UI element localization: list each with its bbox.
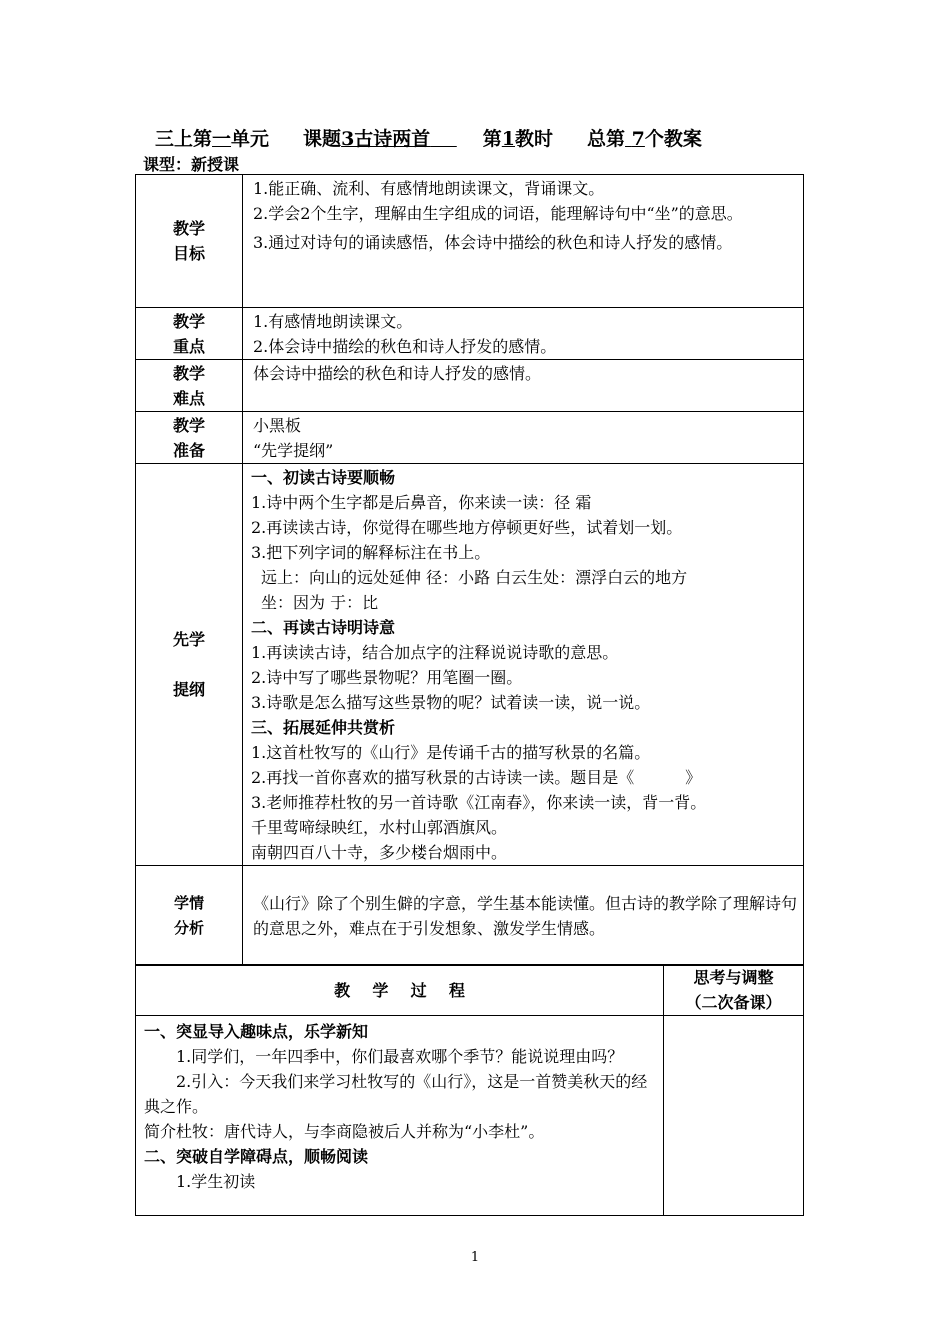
topic-value: 3古诗两首	[341, 128, 431, 150]
goals-row	[136, 175, 804, 308]
page-number: 1	[470, 1250, 480, 1265]
process-paragraph: 1.学生初读	[176, 1172, 256, 1191]
process-paragraph: 2.引入：今天我们来学习杜牧写的《山行》，这是一首赞美秋天的经典之作。	[144, 1072, 648, 1116]
outline-item: 3.诗歌是怎么描写这些景物的呢？试着读一读，说一说。	[251, 693, 651, 712]
key-point-item: 1.有感情地朗读课文。	[253, 312, 413, 331]
adjust-content	[664, 1016, 804, 1216]
period-number: 1	[501, 128, 516, 150]
outline-label: 先学 提纲	[136, 464, 243, 866]
preparation-label: 教学 准备	[136, 412, 243, 464]
outline-heading: 二、再读古诗明诗意	[251, 618, 396, 637]
difficulty-item: 体会诗中描绘的秋色和诗人抒发的感情。	[253, 364, 542, 383]
process-content	[136, 1016, 664, 1216]
outline-item: 千里莺啼绿映红，水村山郭酒旗风。	[251, 818, 508, 837]
process-body-row	[136, 1016, 804, 1216]
outline-item: 南朝四百八十寺，多少楼台烟雨中。	[251, 843, 508, 862]
analysis-content	[243, 866, 804, 966]
lesson-plan-table	[135, 174, 804, 966]
lesson-type: 课型：新授课	[143, 155, 240, 174]
total-suffix: 个教案	[644, 128, 702, 150]
key-points-row	[136, 308, 804, 360]
outline-item: 坐：因为 于：比	[261, 593, 379, 612]
outline-row	[136, 464, 804, 866]
process-heading: 一、突显导入趣味点，乐学新知	[144, 1022, 369, 1041]
preparation-content	[243, 412, 804, 464]
process-paragraph: 简介杜牧：唐代诗人，与李商隐被后人并称为“小李杜”。	[144, 1122, 545, 1141]
goals-label: 教学 目标	[136, 175, 243, 308]
goals-content	[243, 175, 804, 308]
preparation-row	[136, 412, 804, 464]
adjust-subtitle: （二次备课）	[685, 993, 782, 1012]
unit-prefix: 三上第	[155, 128, 213, 150]
analysis-text: 《山行》除了个别生僻的字意，学生基本能读懂。但古诗的教学除了理解诗句的意思之外，难点在于引发想象、激发学生情感。	[253, 894, 798, 938]
topic-label: 课题	[303, 128, 342, 150]
teaching-process-table	[135, 964, 804, 1216]
process-title-cell	[136, 965, 664, 1016]
period-suffix: 教时	[515, 128, 554, 150]
lesson-header	[155, 124, 702, 151]
adjust-title: 思考与调整	[693, 968, 774, 987]
outline-item: 3.把下列字词的解释标注在书上。	[251, 543, 491, 562]
period-prefix: 第	[482, 128, 502, 150]
analysis-label: 学情 分析	[136, 866, 243, 966]
outline-heading: 三、拓展延伸共赏析	[251, 718, 396, 737]
total-number: 7	[631, 128, 645, 150]
outline-item: 1.诗中两个生字都是后鼻音，你来读一读：径 霜	[251, 493, 592, 512]
outline-item: 远上：向山的远处延伸 径：小路 白云生处：漂浮白云的地方	[261, 568, 688, 587]
key-points-label: 教学 重点	[136, 308, 243, 360]
difficulties-label: 教学 难点	[136, 360, 243, 412]
key-point-item: 2.体会诗中描绘的秋色和诗人抒发的感情。	[253, 337, 557, 356]
preparation-item: “先学提纲”	[253, 441, 334, 460]
preparation-item: 小黑板	[253, 416, 302, 435]
outline-item: 1.再读读古诗，结合加点字的注释说说诗歌的意思。	[251, 643, 619, 662]
outline-heading: 一、初读古诗要顺畅	[251, 468, 396, 487]
outline-item: 2.再读读古诗，你觉得在哪些地方停顿更好些，试着划一划。	[251, 518, 683, 537]
outline-content	[243, 464, 804, 866]
outline-item: 2.再找一首你喜欢的描写秋景的古诗读一读。题目是《 》	[251, 768, 702, 787]
total-prefix: 总第	[587, 128, 626, 150]
goal-item: 2.学会2个生字，理解由生字组成的词语，能理解诗句中“坐”的意思。	[253, 204, 743, 223]
goal-item: 1.能正确、流利、有感情地朗读课文，背诵课文。	[253, 179, 605, 198]
unit-number: 一	[212, 128, 232, 150]
difficulties-row	[136, 360, 804, 412]
outline-item: 1.这首杜牧写的《山行》是传诵千古的描写秋景的名篇。	[251, 743, 651, 762]
process-header-row	[136, 965, 804, 1016]
process-title: 教 学 过 程	[334, 980, 465, 1000]
unit-suffix: 单元	[231, 128, 270, 150]
key-points-content	[243, 308, 804, 360]
adjust-title-cell	[664, 965, 804, 1016]
process-paragraph: 1.同学们，一年四季中，你们最喜欢哪个季节？能说说理由吗？	[176, 1047, 624, 1066]
analysis-row	[136, 866, 804, 966]
outline-item: 2.诗中写了哪些景物呢？用笔圈一圈。	[251, 668, 523, 687]
goal-item: 3.通过对诗句的诵读感悟，体会诗中描绘的秋色和诗人抒发的感情。	[253, 233, 733, 252]
outline-item: 3.老师推荐杜牧的另一首诗歌《江南春》，你来读一读，背一背。	[251, 793, 707, 812]
difficulties-content	[243, 360, 804, 412]
process-heading: 二、突破自学障碍点，顺畅阅读	[144, 1147, 369, 1166]
